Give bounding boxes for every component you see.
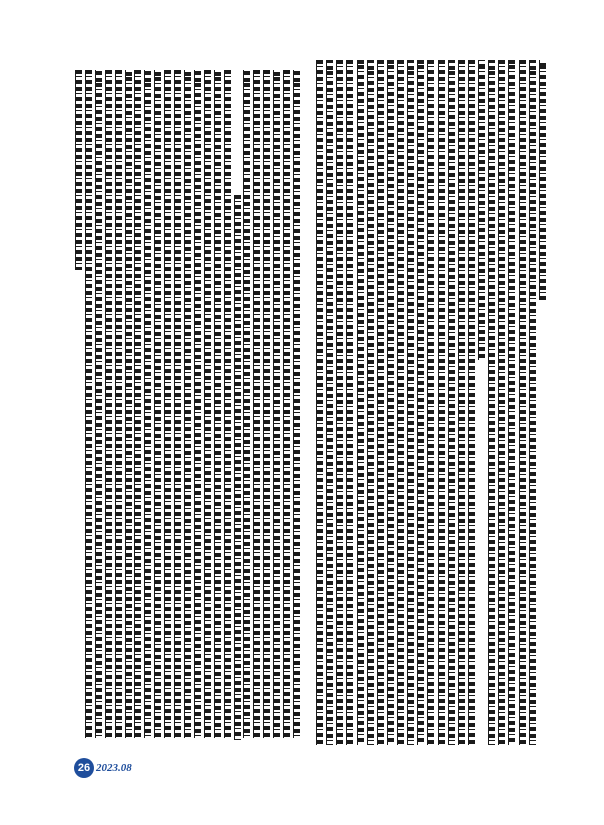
text-line (125, 70, 132, 738)
text-line (397, 60, 404, 745)
text-line (357, 60, 364, 745)
text-line (105, 70, 112, 738)
text-line (326, 60, 333, 745)
text-line (204, 70, 211, 738)
text-line (263, 70, 270, 738)
text-line (478, 60, 485, 360)
text-line (346, 60, 353, 745)
text-line (417, 60, 424, 745)
text-line (468, 60, 475, 745)
text-line (184, 70, 191, 738)
text-line (283, 70, 290, 738)
text-line (316, 60, 323, 745)
page-number-badge: 26 (74, 758, 94, 778)
text-line (448, 60, 455, 745)
text-line (519, 60, 526, 745)
text-line (529, 60, 536, 745)
text-line (194, 70, 201, 738)
text-line (134, 70, 141, 738)
issue-label: 2023.08 (96, 762, 132, 774)
text-line (243, 70, 250, 738)
text-line (488, 60, 495, 745)
text-line (438, 60, 445, 745)
text-line (498, 60, 505, 745)
text-line (273, 70, 280, 738)
text-line (253, 70, 260, 738)
text-line (293, 70, 300, 738)
text-line (367, 60, 374, 745)
text-line (154, 70, 161, 738)
text-line (458, 60, 465, 745)
text-line (75, 70, 82, 270)
text-line (387, 60, 394, 745)
text-column-right (316, 0, 546, 825)
text-line (115, 70, 122, 738)
text-line (214, 70, 221, 738)
text-line (336, 60, 343, 745)
text-line (539, 60, 546, 300)
text-line (508, 60, 515, 745)
text-line (427, 60, 434, 745)
text-line (144, 70, 151, 738)
section-heading-line (234, 195, 241, 740)
text-line (377, 60, 384, 745)
text-line (85, 70, 92, 738)
text-line (164, 70, 171, 738)
text-column-left (75, 0, 300, 825)
text-line (224, 70, 231, 738)
text-line (407, 60, 414, 745)
text-line (174, 70, 181, 738)
text-line (95, 70, 102, 738)
page-folio (74, 758, 132, 778)
